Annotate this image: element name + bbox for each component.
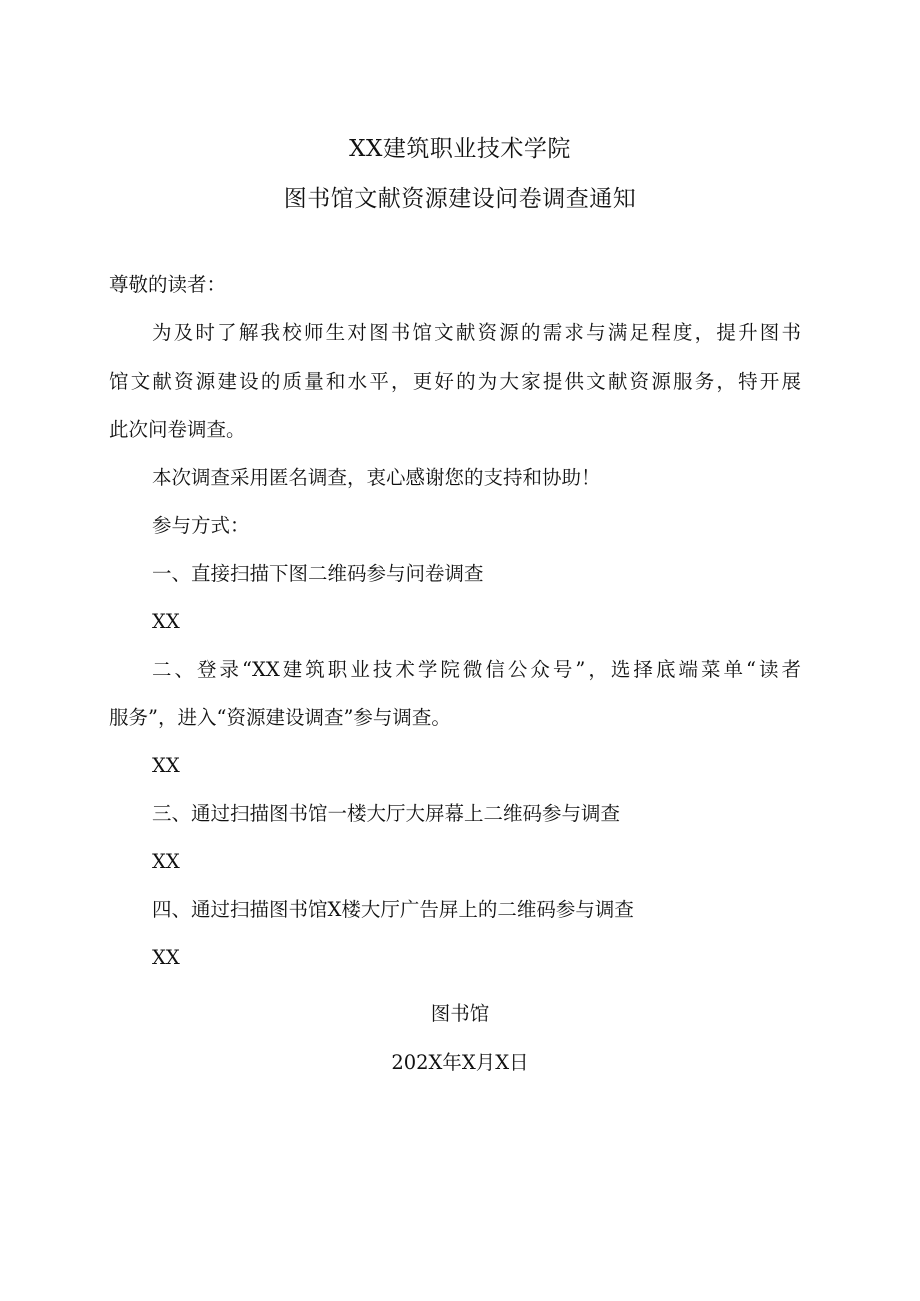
signature: 图书馆 (430, 1002, 490, 1025)
method-1: 一、直接扫描下图二维码参与问卷调查 (152, 562, 484, 585)
notice-date: 202X年X月X日 (391, 1051, 529, 1074)
qr-placeholder-4: XX (152, 946, 180, 969)
anonymous-note: 本次调查采用匿名调查，衷心感谢您的支持和协助！ (152, 466, 601, 489)
notice-title: 图书馆文献资源建设问卷调查通知 (283, 186, 637, 212)
intro-line-3: 此次问卷调查。 (109, 418, 246, 441)
method-2-line-1: 二、登录“XX建筑职业技术学院微信公众号”，选择底端菜单“读者 (152, 658, 801, 681)
intro-line-1: 为及时了解我校师生对图书馆文献资源的需求与满足程度，提升图书 (152, 321, 801, 344)
method-3: 三、通过扫描图书馆一楼大厅大屏幕上二维码参与调查 (152, 802, 621, 825)
qr-placeholder-3: XX (152, 850, 180, 873)
qr-placeholder-2: XX (152, 754, 180, 777)
participation-heading: 参与方式： (152, 514, 250, 537)
method-4: 四、通过扫描图书馆X楼大厅广告屏上的二维码参与调查 (152, 898, 634, 921)
method-2-line-2: 服务”，进入“资源建设调查”参与调查。 (109, 706, 451, 729)
qr-placeholder-1: XX (152, 610, 180, 633)
salutation: 尊敬的读者： (109, 273, 227, 296)
institution-title: XX建筑职业技术学院 (349, 136, 571, 162)
intro-line-2: 馆文献资源建设的质量和水平，更好的为大家提供文献资源服务，特开展 (109, 370, 801, 393)
